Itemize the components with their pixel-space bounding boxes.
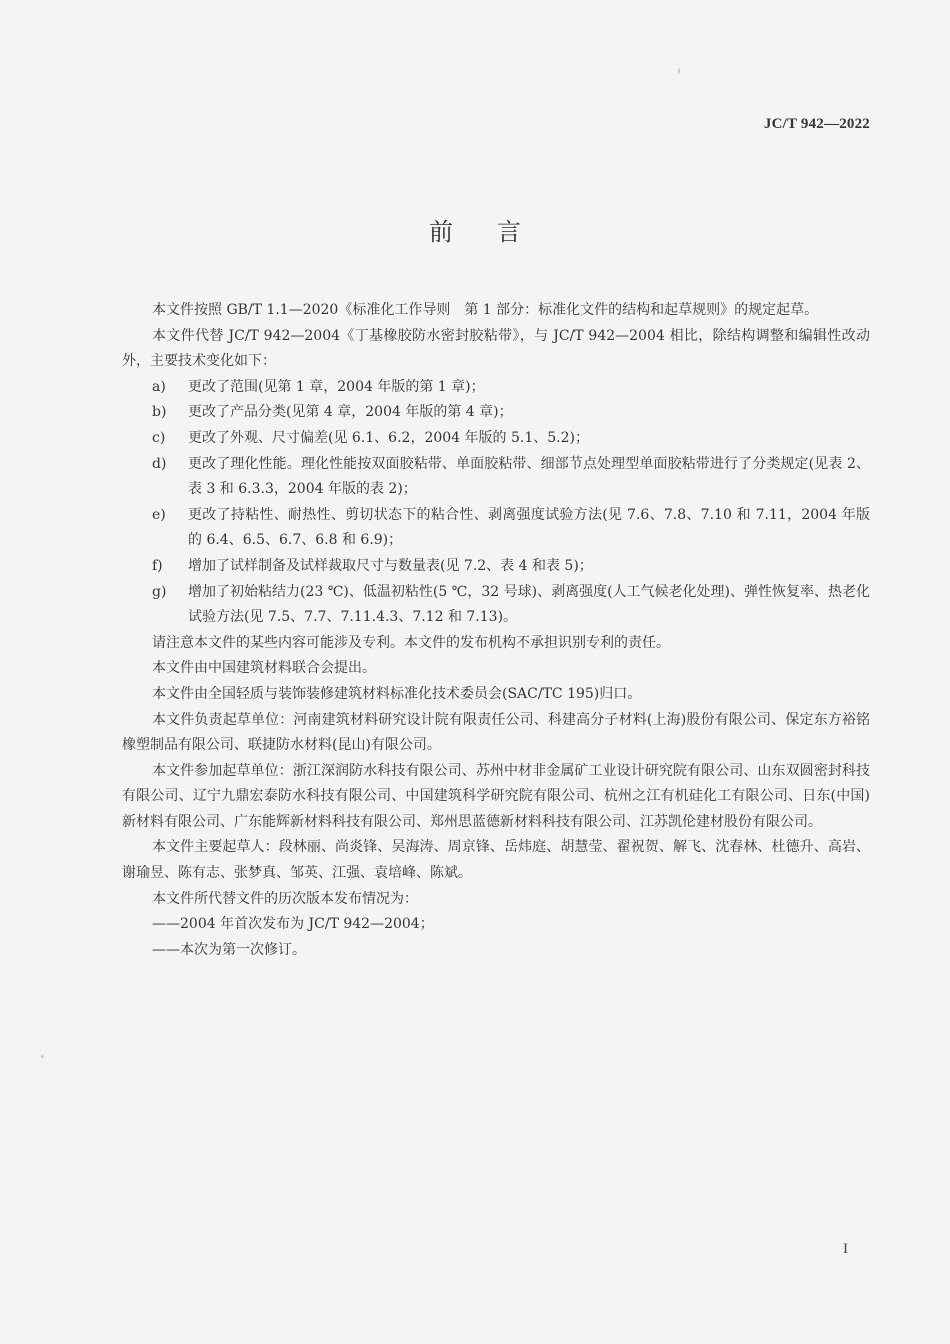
page-number: I [843, 1241, 848, 1257]
change-item-mark: c) [152, 429, 166, 446]
change-item [122, 580, 870, 631]
change-item-mark: b) [152, 404, 167, 421]
paragraph-drafting-rules: 本文件按照 GB/T 1.1—2020《标准化工作导则 第 1 部分：标准化文件的结构和起草规则》的规定起草。 [152, 302, 819, 318]
paragraph-patent-notice: 请注意本文件的某些内容可能涉及专利。本文件的发布机构不承担识别专利的责任。 [152, 634, 670, 651]
change-item-mark: d) [152, 455, 167, 472]
paragraph-committee: 本文件由全国轻质与装饰装修建筑材料标准化技术委员会(SAC/TC 195)归口。 [152, 685, 642, 702]
change-item-text: 增加了试样制备及试样裁取尺寸与数量表(见 7.2、表 4 和表 5)； [188, 557, 593, 574]
change-item-mark: f) [152, 557, 163, 574]
paragraph-main-drafters: 本文件主要起草人：段林丽、尚炎锋、吴海涛、周京锋、岳炜庭、胡慧莹、翟祝贺、解飞、沈春林、杜德升、高岩、谢瑜昱、陈有志、张梦真、邹英、江强、袁培峰、陈斌。 [122, 839, 870, 882]
paragraph-replacement: 本文件代替 JC/T 942—2004《丁基橡胶防水密封胶粘带》，与 JC/T 942—2004 相比，除结构调整和编辑性改动外，主要技术变化如下： [122, 327, 870, 370]
change-item [122, 375, 870, 401]
paragraph-participating-drafters: 本文件参加起草单位：浙江深润防水科技有限公司、苏州中材非金属矿工业设计研究院有限公司、山东双圆密封科技有限公司、辽宁九鼎宏泰防水科技有限公司、中国建筑科学研究院有限公司、杭州之江有机硅化工有限公司、日东(中国)新材料有限公司、广东能辉新材料科技有限公司、郑州思蓝德新材料科技有限公司、江苏凯伦建材股份有限公司。 [122, 762, 870, 830]
change-item-text: 更改了理化性能。理化性能按双面胶粘带、单面胶粘带、细部节点处理型单面胶粘带进行了分类规定(见表 2、表 3 和 6.3.3，2004 年版的表 2)； [188, 455, 870, 498]
change-item-text: 更改了持粘性、耐热性、剪切状态下的粘合性、剥离强度试验方法(见 7.6、7.8、7.10 和 7.11，2004 年版的 6.4、6.5、6.7、6.8 和 6.9)； [188, 506, 870, 549]
paragraph-proposer: 本文件由中国建筑材料联合会提出。 [152, 660, 376, 677]
change-item [122, 503, 870, 554]
change-item-text: 更改了外观、尺寸偏差(见 6.1、6.2，2004 年版的 5.1、5.2)； [188, 429, 589, 446]
change-item [122, 426, 870, 452]
change-item-mark: e) [152, 506, 166, 523]
paragraph-history-intro: 本文件所代替文件的历次版本发布情况为： [152, 890, 418, 907]
scan-speck [41, 1055, 44, 1058]
scan-speck [678, 68, 680, 74]
change-item-mark: g) [152, 583, 167, 600]
change-item-text: 更改了范围(见第 1 章，2004 年版的第 1 章)； [188, 378, 485, 395]
change-item-text: 更改了产品分类(见第 4 章，2004 年版的第 4 章)； [188, 404, 513, 421]
change-item [122, 400, 870, 426]
document-code: JC/T 942—2022 [763, 116, 870, 132]
foreword-body [122, 298, 870, 963]
history-item: ——2004 年首次发布为 JC/T 942—2004； [152, 916, 434, 933]
page-title: 前言 [429, 218, 565, 246]
change-item [122, 554, 870, 580]
paragraph-lead-drafters: 本文件负责起草单位：河南建筑材料研究设计院有限责任公司、科建高分子材料(上海)股份有限公司、保定东方裕铭橡塑制品有限公司、联捷防水材料(昆山)有限公司。 [122, 711, 870, 754]
history-item: ——本次为第一次修订。 [152, 941, 306, 958]
change-item-mark: a) [152, 378, 166, 395]
change-item [122, 452, 870, 503]
change-item-text: 增加了初始粘结力(23 ℃)、低温初粘性(5 ℃，32 号球)、剥离强度(人工气候老化处理)、弹性恢复率、热老化试验方法(见 7.5、7.7、7.11.4.3、7.12 和 7.13)。 [188, 583, 870, 626]
